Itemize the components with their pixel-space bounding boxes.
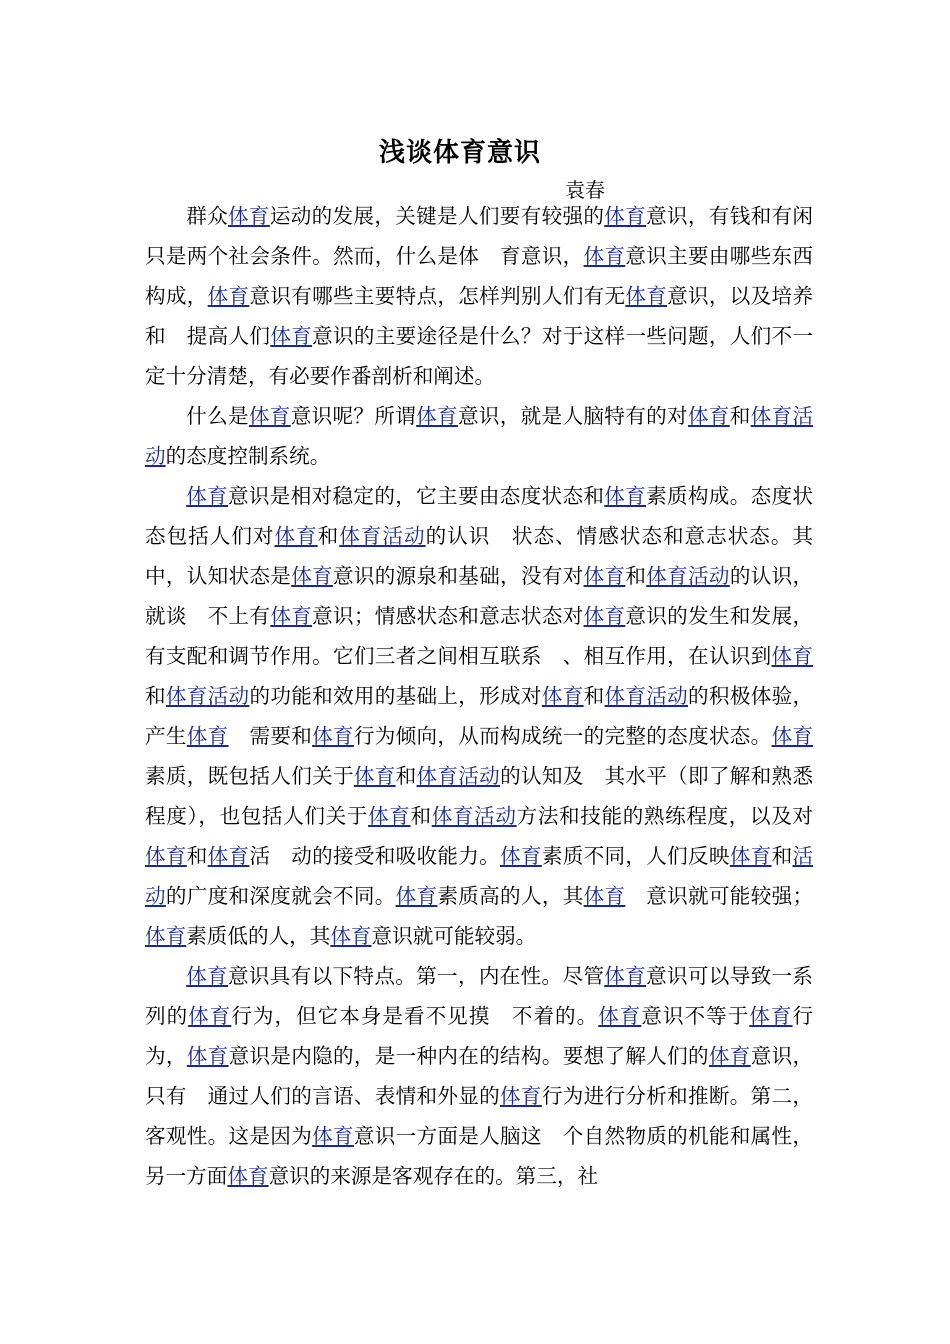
keyword-link[interactable]: 体育	[248, 404, 291, 428]
paragraph-text: 意识可以导致一系列的	[145, 964, 814, 1028]
paragraph-text: 和	[771, 844, 793, 868]
paragraph-text: 素质构成。态度状态包括人们对	[145, 484, 814, 548]
keyword-link[interactable]: 体育	[604, 484, 647, 508]
keyword-link[interactable]: 体育	[583, 564, 626, 588]
keyword-link[interactable]: 体育	[291, 564, 333, 588]
keyword-link[interactable]: 体育	[416, 404, 458, 428]
paragraph-text: 和	[625, 564, 647, 588]
keyword-link[interactable]: 体育	[353, 764, 396, 788]
paragraph-text: 的认识，就谈 不上有	[145, 564, 814, 628]
paragraph-text: 的认知及 其水平（即了解和熟悉程度），也包括人们关于	[145, 764, 814, 828]
keyword-link[interactable]: 体育	[604, 204, 647, 228]
keyword-link[interactable]: 体育	[312, 1124, 354, 1148]
keyword-link[interactable]: 体育	[368, 804, 411, 828]
paragraph-text: 群众	[186, 204, 228, 228]
keyword-link[interactable]: 体育	[186, 724, 229, 748]
paragraph-text: 素质低的人，其	[186, 924, 331, 948]
paragraph-text: 意识的来源是客观存在的。第三，社	[268, 1164, 599, 1188]
keyword-link[interactable]: 体育	[227, 1164, 269, 1188]
keyword-link[interactable]: 体育	[207, 284, 250, 308]
paragraph-text: 意识，以及培养和 提高人们	[145, 284, 814, 348]
paragraph-text: 方法和技能的熟练程度，以及对	[516, 804, 814, 828]
keyword-link[interactable]: 体育活动	[145, 404, 814, 468]
paragraph-text: 意识呢？所谓	[290, 404, 417, 428]
paragraph-text: 运动的发展，关键是人们要有较强的	[269, 204, 605, 228]
keyword-link[interactable]: 体育	[598, 1004, 642, 1028]
keyword-link[interactable]: 体育	[330, 924, 372, 948]
keyword-link[interactable]: 体育	[274, 524, 318, 548]
keyword-link[interactable]: 体育	[270, 324, 313, 348]
keyword-link[interactable]: 体育	[729, 844, 772, 868]
paragraph-text: 什么是	[186, 404, 249, 428]
keyword-link[interactable]: 体育	[395, 884, 438, 908]
paragraph-text: 和	[583, 684, 605, 708]
keyword-link[interactable]: 体育	[186, 964, 228, 988]
paragraph-text: 意识的源泉和基础，没有对	[332, 564, 584, 588]
keyword-link[interactable]: 体育	[625, 284, 668, 308]
paragraph-text: 和	[729, 404, 751, 428]
keyword-link[interactable]: 体育	[500, 844, 542, 868]
keyword-link[interactable]: 体育	[186, 1044, 229, 1068]
paragraph-text: 意识主要由哪些东西构成，	[145, 244, 814, 308]
keyword-link[interactable]: 体育	[771, 724, 814, 748]
paragraph-text: 和	[395, 764, 417, 788]
paragraph-1	[145, 196, 813, 396]
keyword-link[interactable]: 体育	[228, 204, 270, 228]
keyword-link[interactable]: 体育	[771, 644, 814, 668]
paragraph-text: 意识就可能较弱。	[371, 924, 537, 948]
keyword-link[interactable]: 体育活动	[339, 524, 426, 548]
paragraph-text: 行为进行分析和推断。第二，客观性。这是因为	[145, 1084, 814, 1148]
paragraph-text: 和	[410, 804, 432, 828]
paragraph-text: 行为，	[145, 1004, 814, 1068]
paragraph-text: 意识具有以下特点。第一，内在性。尽管	[228, 964, 605, 988]
paragraph-text: 意识就可能较强；	[625, 884, 814, 908]
paragraph-text: 的广度和深度就会不同。	[165, 884, 396, 908]
keyword-link[interactable]: 体育	[188, 1004, 232, 1028]
paragraph-text: 意识，只有 通过人们的言语、表情和外显的	[145, 1044, 814, 1108]
paragraph-text: 意识，有钱和有闲只是两个社会条件。然而，什么是体 育意识，	[145, 204, 814, 268]
keyword-link[interactable]: 体育活动	[416, 764, 501, 788]
keyword-link[interactable]: 体育活动	[431, 804, 517, 828]
keyword-link[interactable]: 体育	[186, 484, 228, 508]
paragraph-text: 的功能和效用的基础上，形成对	[249, 684, 542, 708]
paragraph-text: 素质不同，人们反映	[541, 844, 730, 868]
paragraph-text: 的积极体验，产生	[145, 684, 814, 748]
keyword-link[interactable]: 体育	[583, 604, 626, 628]
keyword-link[interactable]: 体育	[145, 844, 187, 868]
document-title: 浅谈体育意识	[378, 138, 541, 168]
keyword-link[interactable]: 体育活动	[604, 684, 689, 708]
keyword-link[interactable]: 体育	[207, 844, 250, 868]
keyword-link[interactable]: 体育	[500, 1084, 542, 1108]
paragraph-text: 意识的发生和发展，有支配和调节作用。它们三者之间相互联系 、相互作用，在认识到	[145, 604, 814, 668]
paragraph-4	[145, 956, 813, 1196]
keyword-link[interactable]: 体育	[312, 724, 354, 748]
paragraph-text: 行为倾向，从而构成统一的完整的态度状态。	[353, 724, 772, 748]
keyword-link[interactable]: 体育	[687, 404, 730, 428]
paragraph-text: 行为，但它本身是看不见摸 不着的。	[231, 1004, 599, 1028]
paragraph-text: 意识；情感状态和意志状态对	[312, 604, 584, 628]
paragraph-text: 素质，既包括人们关于	[145, 764, 354, 788]
keyword-link[interactable]: 体育	[604, 964, 647, 988]
keyword-link[interactable]: 体育	[145, 924, 187, 948]
paragraph-text: 意识是内隐的，是一种内在的结构。要想了解人们的	[228, 1044, 709, 1068]
paragraph-text: 素质高的人，其	[437, 884, 584, 908]
document-body	[145, 196, 813, 1196]
paragraph-text: 的态度控制系统。	[165, 444, 331, 468]
keyword-link[interactable]: 体育活动	[646, 564, 730, 588]
paragraph-text: 意识，就是人脑特有的对	[457, 404, 688, 428]
paragraph-text: 意识是相对稳定的，它主要由态度状态和	[228, 484, 605, 508]
keyword-link[interactable]: 活动	[145, 844, 814, 908]
paragraph-text: 意识不等于	[641, 1004, 750, 1028]
paragraph-text: 意识的主要途径是什么？对于这样一些问题，人们不一定十分清楚，有必要作番剖析和阐述。	[145, 324, 814, 388]
paragraph-text: 活 动的接受和吸收能力。	[249, 844, 501, 868]
keyword-link[interactable]: 体育	[270, 604, 313, 628]
paragraph-2	[145, 396, 813, 476]
paragraph-text: 和	[186, 844, 208, 868]
paragraph-3	[145, 476, 813, 956]
keyword-link[interactable]: 体育	[708, 1044, 751, 1068]
document-author: 袁春	[565, 178, 605, 202]
paragraph-text: 意识一方面是人脑这 个自然物质的机能和属性，另一方面	[145, 1124, 814, 1188]
keyword-link[interactable]: 体育	[583, 244, 626, 268]
keyword-link[interactable]: 体育	[541, 684, 584, 708]
keyword-link[interactable]: 体育活动	[165, 684, 250, 708]
paragraph-text: 需要和	[228, 724, 313, 748]
keyword-link[interactable]: 体育	[749, 1004, 793, 1028]
paragraph-text: 的认识 状态、情感状态和意志状态。其中，认知状态是	[145, 524, 814, 588]
paragraph-text: 和	[317, 524, 340, 548]
paragraph-text: 意识有哪些主要特点，怎样判别人们有无	[249, 284, 626, 308]
keyword-link[interactable]: 体育	[583, 884, 626, 908]
paragraph-text: 和	[145, 684, 166, 708]
